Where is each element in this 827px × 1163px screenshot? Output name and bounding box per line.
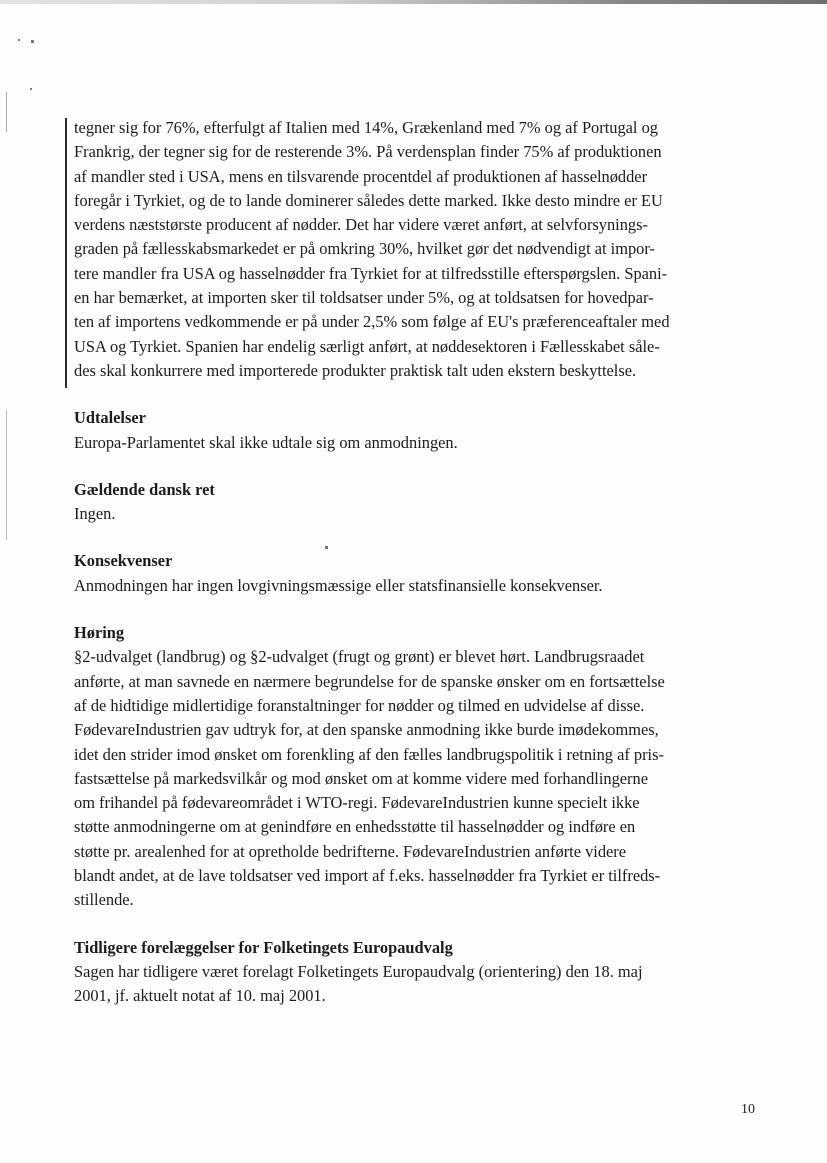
text-line: Frankrig, der tegner sig for de resterende 3%. På verdensplan finder 75% af produktionen: [74, 142, 662, 162]
section-heading: Høring: [74, 623, 125, 643]
section-heading: Konsekvenser: [74, 551, 173, 571]
section-body: [74, 645, 764, 912]
text-line: des skal konkurrere med importerede produkter praktisk talt uden ekstern beskyttelse.: [74, 360, 637, 380]
text-line: tegner sig for 76%, efterfulgt af Italien med 14%, Grækenland med 7% og af Portugal og: [74, 118, 658, 137]
scan-speck: [30, 88, 32, 90]
text-line: idet den strider imod ønsket om forenkling af den fælles landbrugspolitik i retning af pris-: [74, 744, 664, 764]
section-tidligere-forelaeggelser: [74, 936, 764, 1009]
section-gaeldende-dansk-ret: [74, 478, 764, 527]
text-line: tere mandler fra USA og hasselnødder fra Tyrkiet for at tilfredsstille efterspørgslen. Spani-: [74, 263, 668, 283]
text-line: Europa-Parlamentet skal ikke udtale sig om anmodningen.: [74, 432, 458, 452]
section-hoering: [74, 621, 764, 913]
text-line: §2-udvalget (landbrug) og §2-udvalget (frugt og grønt) er blevet hørt. Landbrugsraadet: [74, 647, 645, 667]
text-line: af de hidtidige midlertidige foranstaltninger for nødder og tilmed en udvidelse af disse.: [74, 695, 645, 715]
text-line: støtte pr. arealenhed for at opretholde bedrifterne. FødevareIndustrien anførte videre: [74, 841, 627, 861]
section-konsekvenser: [74, 549, 764, 598]
text-line: USA og Tyrkiet. Spanien har endelig særligt anført, at nøddesektoren i Fællesskabet såle-: [74, 336, 660, 356]
section-heading: Udtalelser: [74, 408, 146, 428]
text-line: Anmodningen har ingen lovgivningsmæssige eller statsfinansielle konsekvenser.: [74, 575, 603, 595]
text-line: en har bemærket, at importen sker til toldsatser under 5%, og at toldsatsen for hovedpar-: [74, 288, 654, 308]
text-line: blandt andet, at de lave toldsatser ved import af f.eks. hasselnødder fra Tyrkiet er tilfreds-: [74, 866, 661, 886]
text-line: stillende.: [74, 890, 134, 910]
text-line: 2001, jf. aktuelt notat af 10. maj 2001.: [74, 986, 326, 1006]
text-line: verdens næststørste producent af nødder. Det har videre været anført, at selvforsynings-: [74, 215, 648, 235]
text-line: graden på fællesskabsmarkedet er på omkring 30%, hvilket gør det nødvendigt at impor-: [74, 239, 655, 259]
section-udtalelser: [74, 406, 764, 455]
scan-top-edge: [0, 0, 827, 4]
text-line: af mandler sted i USA, mens en tilsvarende procentdel af produktionen af hasselnødder: [74, 166, 648, 186]
text-line: Ingen.: [74, 504, 116, 524]
margin-change-bar: [65, 118, 67, 388]
section-body: [74, 502, 764, 526]
scan-line: [6, 92, 7, 132]
text-line: FødevareIndustrien gav udtryk for, at den spanske anmodning ikke burde imødekommes,: [74, 720, 659, 740]
scan-speck: [31, 40, 34, 43]
section-body: [74, 960, 764, 1009]
text-line: ten af importens vedkommende er på under 2,5% som følge af EU's præferenceaftaler med: [74, 312, 670, 332]
intro-paragraph: [74, 116, 764, 383]
text-line: Sagen har tidligere været forelagt Folketingets Europaudvalg (orientering) den 18. maj: [74, 961, 643, 981]
text-line: om frihandel på fødevareområdet i WTO-regi. FødevareIndustrien kunne specielt ikke: [74, 793, 640, 813]
text-line: foregår i Tyrkiet, og de to lande dominerer således dette marked. Ikke desto mindre er EU: [74, 190, 663, 210]
section-body: [74, 431, 764, 455]
section-heading: Tidligere forelæggelser for Folketingets Europaudvalg: [74, 937, 453, 957]
document-page: [74, 116, 764, 1009]
section-body: [74, 574, 764, 598]
text-line: fastsættelse på markedsvilkår og mod ønsket om at komme videre med forhandlingerne: [74, 768, 648, 788]
page-number: 10: [741, 1102, 755, 1117]
section-heading: Gældende dansk ret: [74, 479, 215, 499]
scan-speck: [18, 39, 20, 41]
text-line: anførte, at man savnede en nærmere begrundelse for de spanske ønsker om en fortsættelse: [74, 671, 665, 691]
text-line: støtte anmodningerne om at genindføre en enhedsstøtte til hasselnødder og indføre en: [74, 817, 636, 837]
scan-line: [6, 410, 7, 540]
